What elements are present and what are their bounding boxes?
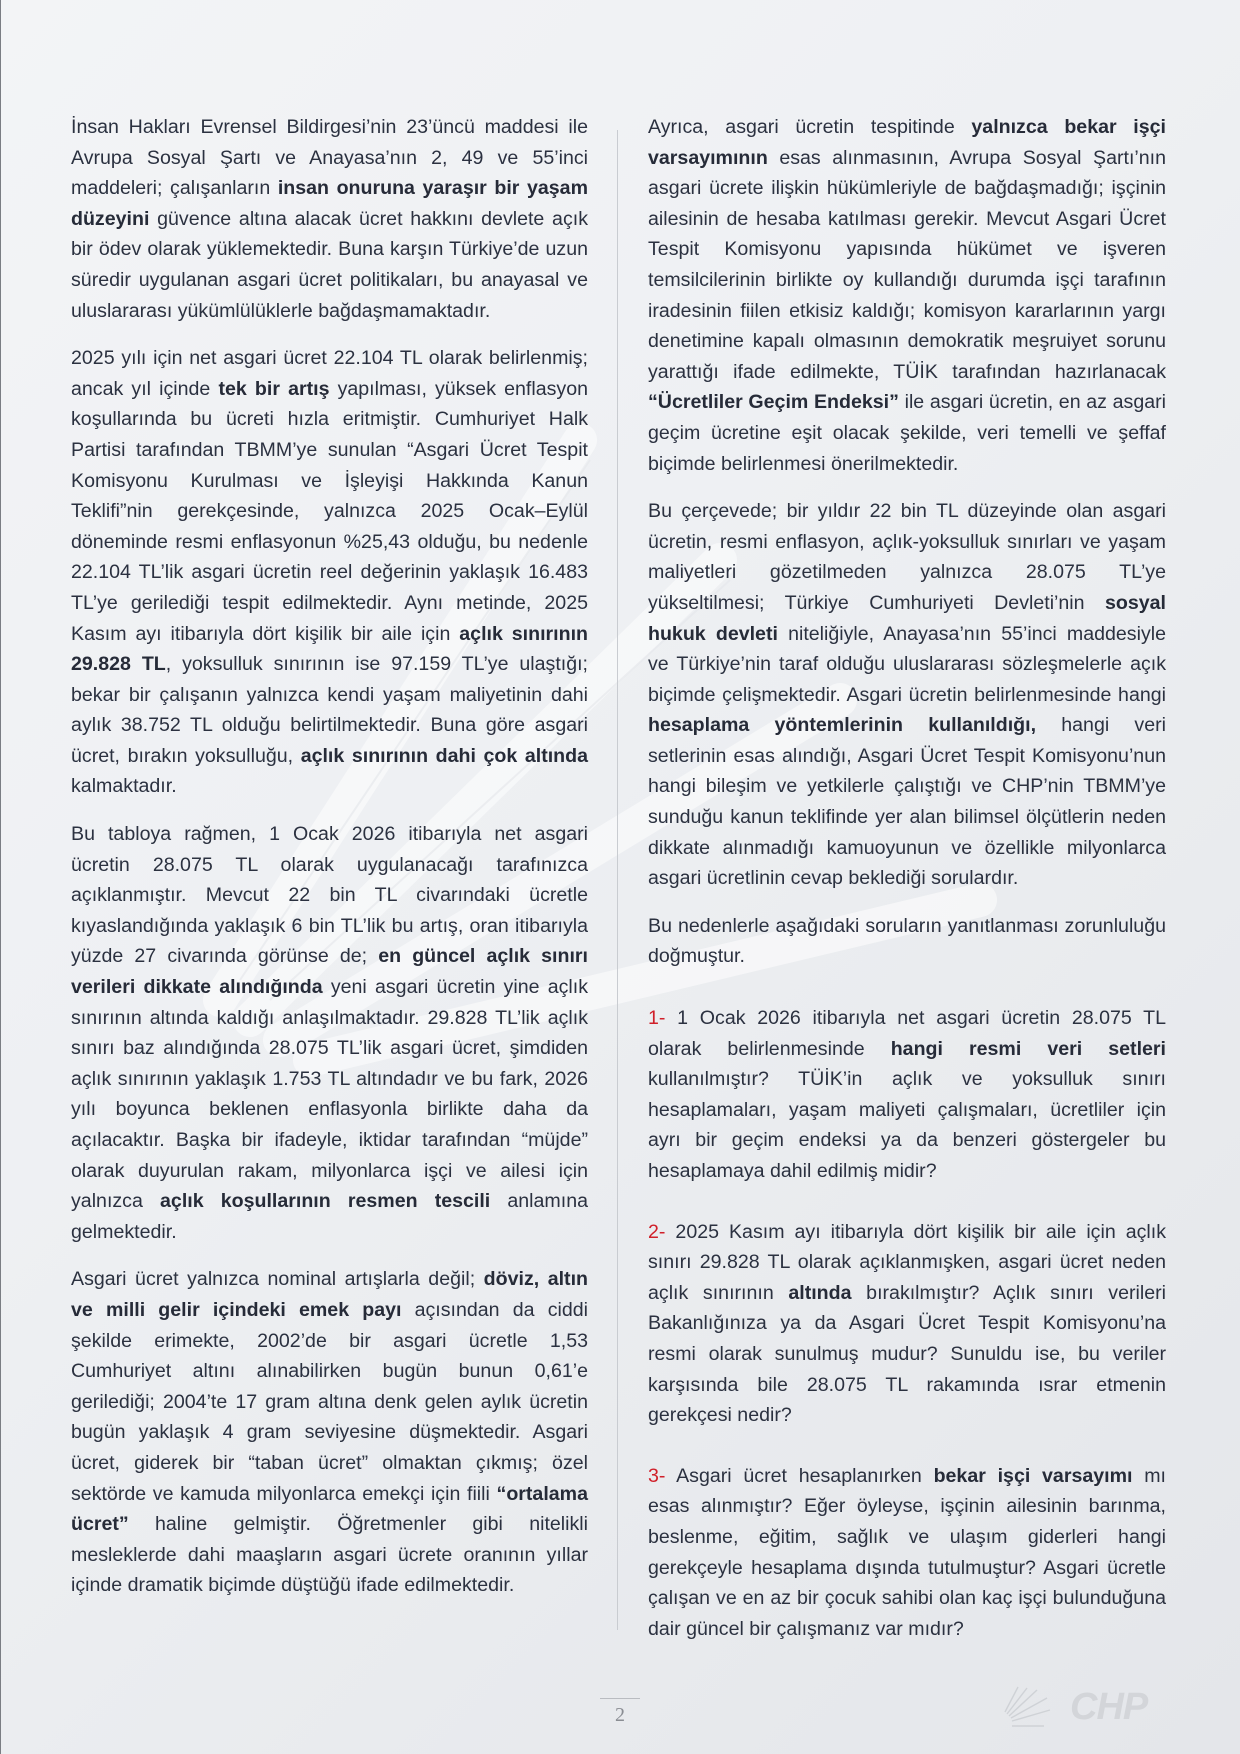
emphasis: “ortalama ücret” (71, 1482, 588, 1536)
emphasis: hesaplama yöntemlerinin kullanıldığı, (648, 714, 1037, 737)
emphasis: açlık koşullarının resmen tescili (160, 1190, 491, 1213)
emphasis: tek bir artış (218, 377, 330, 400)
chp-logo: CHP (1070, 1686, 1148, 1728)
emphasis: altında (788, 1281, 852, 1304)
emphasis: sosyal hukuk devleti (648, 591, 1166, 645)
paragraph-intro-questions: Bu nedenlerle aşağıdaki soruların yanıtlanması zorunluluğu doğmuştur. (648, 914, 1166, 968)
emphasis: bekar işçi varsayımı (933, 1464, 1133, 1487)
question-number: 3- (648, 1464, 666, 1487)
emphasis: en güncel açlık sınırı verileri dikkate alındığında (71, 945, 588, 999)
emphasis: açlık sınırının dahi çok altında (300, 744, 588, 767)
right-column (648, 112, 1166, 1674)
emphasis: döviz, altın ve milli gelir içindeki emek payı (71, 1268, 588, 1321)
page-number-rule (600, 1698, 640, 1699)
paragraph-2025-wage: 2025 yılı için net asgari ücret 22.104 TL olarak belirlenmiş; ancak yıl içinde tek bir artış yapılması, yüksek enflasyon koşullarında bu ücreti hızla eritmiştir. Cumhuriyet Halk Partisi tarafından TBMM’ye sunulan “Asgari Ücret Tespit Komisyonu Kurulması ve İşleyişi Hakkında Kanun Teklifi”nin gerekçesinde, yalnızca 2025 Ocak–Eylül döneminde resmi enflasyonun %25,43 olduğu, bu nedenle 22.104 TL’lik asgari ücretin reel değerinin yaklaşık 16.483 TL’ye gerilediği tespit edilmektedir. Aynı metinde, 2025 Kasım ayı itibarıyla dört kişilik bir aile için açlık sınırının 29.828 TL, yoksulluk sınırının ise 97.159 TL’ye ulaştığı; bekar bir çalışanın yalnızca kendi yaşam maliyetinin dahi aylık 38.752 TL olduğu belirtilmektedir. Buna göre asgari ücret, bırakın yoksulluğu, açlık sınırının dahi çok altında kalmaktadır. (71, 347, 588, 798)
paragraph-2026-wage: Bu tabloya rağmen, 1 Ocak 2026 itibarıyla net asgari ücretin 28.075 TL olarak uygulanacağı tarafınızca açıklanmıştır. Mevcut 22 bin TL civarındaki ücretle kıyaslandığında yaklaşık 6 bin TL’lik bu artış, oran itibarıyla yüzde 27 civarında görünse de; en güncel açlık sınırı verileri dikkate alındığında yeni asgari ücretin yine açlık sınırının altında kaldığı anlaşılmaktadır. 29.828 TL’lik açlık sınırı baz alındığında 28.075 TL’lik asgari ücret, şimdiden açlık sınırının yaklaşık 1.753 TL altındadır ve bu fark, 2026 yılı boyunca beklenen enflasyonla birlikte daha da açılacaktır. Başka bir ifadeyle, iktidar tarafından “müjde” olarak duyurulan rakam, milyonlarca işçi ve ailesi için yalnızca açlık koşullarının resmen tescili anlamına gelmektedir. (71, 823, 588, 1243)
emphasis: açlık sınırının 29.828 TL (71, 622, 588, 676)
paragraph-human-rights: İnsan Hakları Evrensel Bildirgesi’nin 23’üncü maddesi ile Avrupa Sosyal Şartı ve Anayasa’nın 2, 49 ve 55’inci maddeleri; çalışanların insan onuruna yaraşır bir yaşam düzeyini güvence altına alacak ücret hakkını devlete açık bir ödev olarak yüklemektedir. Buna karşın Türkiye’de uzun süredir uygulanan asgari ücret politikaları, bu anayasal ve uluslararası yükümlülüklerle bağdaşmamaktadır. (71, 116, 588, 322)
left-column (71, 112, 588, 1618)
page-edge (0, 0, 1, 1754)
emphasis: insan onuruna yaraşır bir yaşam düzeyini (71, 177, 588, 230)
page-number: 2 (615, 1704, 625, 1726)
paragraph-single-worker: Ayrıca, asgari ücretin tespitinde yalnızca bekar işçi varsayımının esas alınmasının, Avrupa Sosyal Şartı’nın asgari ücrete ilişkin hükümleriyle de bağdaşmadığı; işçinin ailesinin de hesaba katılması gerekir. Mevcut Asgari Ücret Tespit Komisyonu yapısında hükümet ve işveren temsilcilerinin birlikte oy kullandığı durumda işçi tarafının iradesinin fiilen etkisiz kaldığı; komisyon kararlarının yargı denetimine kapalı olmasının demokratik meşruiyet sorunu yarattığı ifade edilmekte, TÜİK tarafından hazırlanacak “Ücretliler Geçim Endeksi” ile asgari ücretin, en az asgari geçim ücretine eşit olacak şekilde, veri temelli ve şeffaf biçimde belirlenmesi önerilmektedir. (648, 116, 1166, 475)
column-divider (617, 130, 618, 1630)
question-item: 3- Asgari ücret hesaplanırken bekar işçi varsayımı mı esas alınmıştır? Eğer öyleyse, işçinin ailesinin barınma, beslenme, eğitim, sağlık ve ulaşım giderleri hangi gerekçeyle hesaplama dışında tutulmuştur? Asgari ücretle çalışan ve en az bir çocuk sahibi olan kaç işçi bulunduğuna dair güncel bir çalışmanız var mıdır? (648, 1464, 1166, 1640)
paragraph-framework: Bu çerçevede; bir yıldır 22 bin TL düzeyinde olan asgari ücretin, resmi enflasyon, açlık-yoksulluk sınırları ve yaşam maliyetleri gözetilmeden yalnızca 28.075 TL’ye yükseltilmesi; Türkiye Cumhuriyeti Devleti’nin sosyal hukuk devleti niteliğiyle, Anayasa’nın 55’inci maddesiyle ve Türkiye’nin taraf olduğu uluslararası sözleşmelerle açık biçimde çelişmektedir. Asgari ücretin belirlenmesinde hangi hesaplama yöntemlerinin kullanıldığı, hangi veri setlerinin esas alındığı, Asgari Ücret Tespit Komisyonu’nun hangi bileşim ve yetkilerle çalıştığı ve CHP’nin TBMM’ye sunduğu kanun teklifinde yer alan bilimsel ölçütlerin neden dikkate alınmadığı kamuoyunun ve özellikle milyonlarca asgari ücretlinin cevap beklediği sorulardır. (648, 500, 1167, 890)
emphasis: hangi resmi veri setleri (890, 1037, 1166, 1060)
question-item: 2- 2025 Kasım ayı itibarıyla dört kişilik bir aile için açlık sınırı 29.828 TL olarak açıklanmışken, asgari ücret neden açlık sınırının altında bırakılmıştır? Açlık sınırı verileri Bakanlığınıza ya da Asgari Ücret Tespit Komisyonu’na resmi olarak sunulmuş mudur? Sunuldu ise, bu veriler karşısında bile 28.075 TL rakamında ısrar etmenin gerekçesi nedir? (648, 1220, 1166, 1427)
question-number: 1- (648, 1007, 666, 1030)
emphasis: “Ücretliler Geçim Endeksi” (648, 391, 899, 414)
question-number: 2- (648, 1220, 666, 1243)
paragraph-erosion: Asgari ücret yalnızca nominal artışlarla değil; döviz, altın ve milli gelir içindeki emek payı açısından da ciddi şekilde erimekte, 2002’de bir asgari ücretle 1,53 Cumhuriyet altını alınabilirken bugün bunun 0,61’e gerilediği; 2004’te 17 gram altına denk gelen aylık ücretin bugün yaklaşık 4 gram seviyesine düşmektedir. Asgari ücret, giderek bir “taban ücret” olmaktan çıkmış; özel sektörde ve kamuda milyonlarca emekçi için fiili “ortalama ücret” haline gelmiştir. Öğretmenler gibi nitelikli mesleklerde dahi maaşların asgari ücrete oranının yıllar içinde dramatik biçimde düştüğü ifade edilmektedir. (71, 1268, 588, 1597)
emphasis: yalnızca bekar işçi varsayımının (648, 116, 1166, 169)
question-item: 1- 1 Ocak 2026 itibarıyla net asgari ücretin 28.075 TL olarak belirlenmesinde hangi resmi veri setleri kullanılmıştır? TÜİK’in açlık ve yoksulluk sınırı hesaplamaları, yaşam maliyeti çalışmaları, ücretliler için ayrı bir geçim endeksi ya da benzeri göstergeler bu hesaplamaya dahil edilmiş midir? (648, 1007, 1166, 1182)
